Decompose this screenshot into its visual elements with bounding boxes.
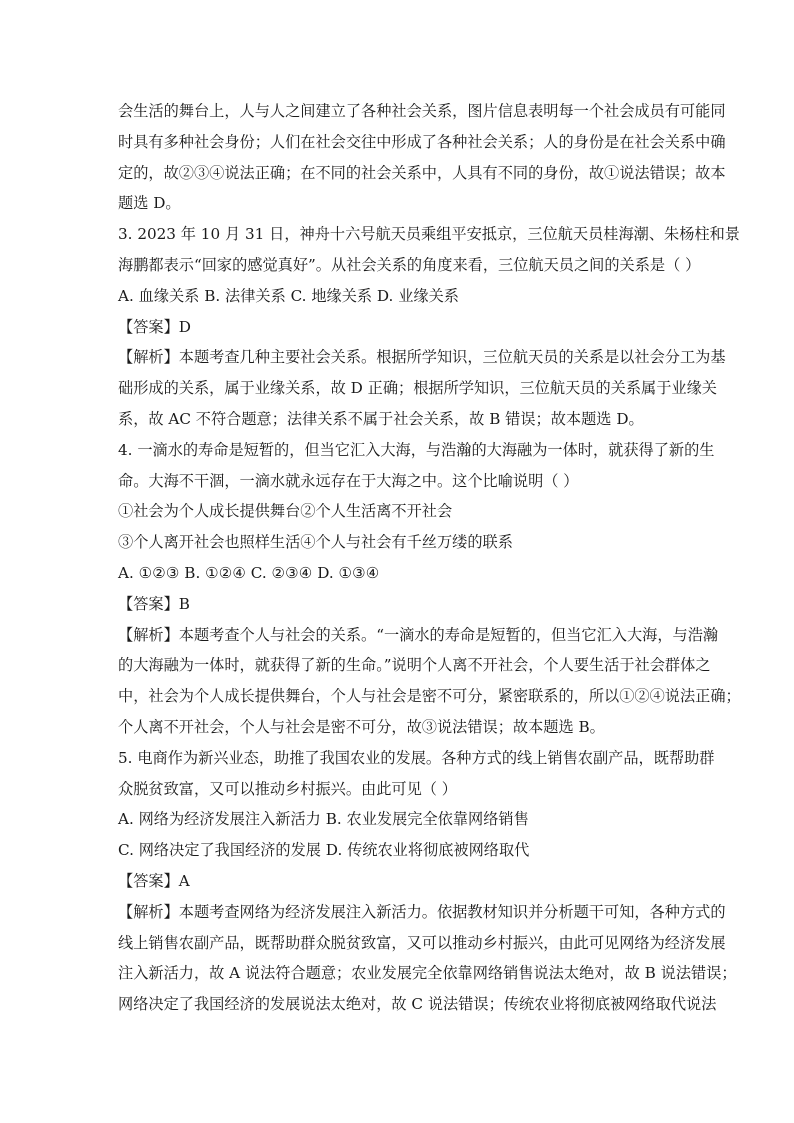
question-5-stem-line: 5. 电商作为新兴业态，助推了我国农业的发展。各种方式的线上销售农副产品，既帮助群 — [118, 748, 715, 767]
question-3-analysis-line: 础形成的关系，属于业缘关系，故 D 正确；根据所学知识，三位航天员的关系属于业缘关 — [118, 379, 717, 398]
question-5-analysis-line: 网络决定了我国经济的发展说法太绝对，故 C 说法错误；传统农业将彻底被网络取代说法 — [118, 995, 717, 1014]
question-4-analysis-line: 中，社会为个人成长提供舞台，个人与社会是密不可分，紧密联系的，所以①②④说法正确； — [118, 687, 741, 706]
question-3-stem-line: 3. 2023 年 10 月 31 日，神舟十六号航天员乘组平安抵京，三位航天员桂海潮、朱杨柱和景 — [118, 225, 740, 244]
question-5-analysis-line: 【解析】本题考查网络为经济发展注入新活力。依据教材知识并分析题干可知，各种方式的 — [118, 902, 726, 921]
question-4-statements-line: ③个人离开社会也照样生活④个人与社会有千丝万缕的联系 — [118, 533, 513, 552]
question-5-options-line: C. 网络决定了我国经济的发展 D. 传统农业将彻底被网络取代 — [118, 841, 530, 860]
question-4-statements-line: ①社会为个人成长提供舞台②个人生活离不开社会 — [118, 502, 453, 521]
text-line: 会生活的舞台上，人与人之间建立了各种社会关系，图片信息表明每一个社会成员有可能同 — [118, 102, 726, 120]
question-4-stem-line: 4. 一滴水的寿命是短暂的，但当它汇入大海，与浩瀚的大海融为一体时，就获得了新的生 — [118, 440, 715, 459]
question-4-analysis-line: 个人离不开社会，个人与社会是密不可分，故③说法错误；故本题选 B。 — [118, 717, 605, 736]
question-5-analysis-line: 注入新活力，故 A 说法符合题意；农业发展完全依靠网络销售说法太绝对，故 B 说法错误； — [118, 964, 737, 983]
question-5-options-line: A. 网络为经济发展注入新活力 B. 农业发展完全依靠网络销售 — [118, 810, 529, 829]
question-3-stem-line: 海鹏都表示“回家的感觉真好”。从社会关系的角度来看，三位航天员之间的关系是（ ） — [118, 255, 701, 274]
question-4-analysis-line: 的大海融为一体时，就获得了新的生命。”说明个人离不开社会，个人要生活于社会群体之 — [118, 656, 711, 675]
text-line: 时具有多种社会身份；人们在社会交往中形成了各种社会关系；人的身份是在社会关系中确 — [118, 132, 726, 151]
text-line: 题选 D。 — [118, 194, 181, 213]
question-4-options: A. ①②③ B. ①②④ C. ②③④ D. ①③④ — [118, 563, 380, 582]
question-3-analysis-line: 【解析】本题考查几种主要社会关系。根据所学知识，三位航天员的关系是以社会分工为基 — [118, 348, 726, 367]
question-4-analysis-line: 【解析】本题考查个人与社会的关系。“一滴水的寿命是短暂的，但当它汇入大海，与浩瀚 — [118, 625, 719, 644]
question-3-answer: 【答案】D — [118, 317, 191, 336]
question-3-analysis-line: 系，故 AC 不符合题意；法律关系不属于社会关系，故 B 错误；故本题选 D。 — [118, 409, 644, 428]
question-4-answer: 【答案】B — [118, 594, 190, 613]
document-page — [118, 96, 741, 1020]
question-5-answer: 【答案】A — [118, 871, 190, 890]
question-4-stem-line: 命。大海不干涸，一滴水就永远存在于大海之中。这个比喻说明（ ） — [118, 471, 579, 490]
text-line: 定的，故②③④说法正确；在不同的社会关系中，人具有不同的身份，故①说法错误；故本 — [118, 163, 726, 182]
question-5-stem-line: 众脱贫致富，又可以推动乡村振兴。由此可见（ ） — [118, 779, 457, 798]
question-5-analysis-line: 线上销售农副产品，既帮助群众脱贫致富，又可以推动乡村振兴，由此可见网络为经济发展 — [118, 933, 726, 952]
question-3-options: A. 血缘关系 B. 法律关系 C. 地缘关系 D. 业缘关系 — [118, 286, 459, 305]
